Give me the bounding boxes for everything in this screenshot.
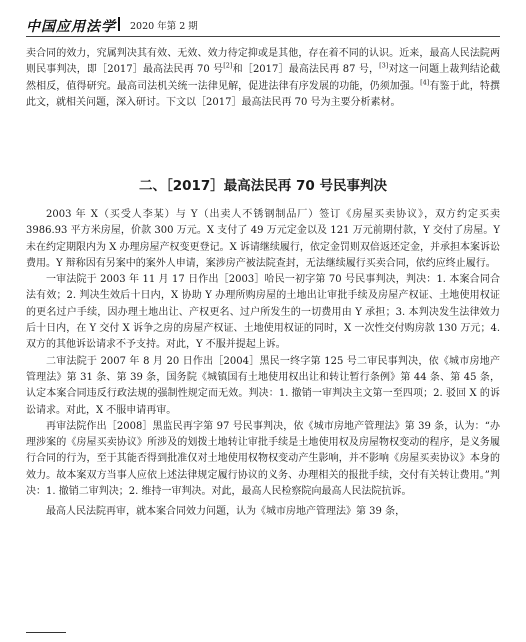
paragraph-first-instance: 一审法院于 2003 年 11 月 17 日作出［2003］哈民一初字第 70 号民事判决，判决：1. 本案合同合法有效；2. 判决生效后十日内，X 协助 Y 办理所购房屋的土地出让审批手续及房屋产权证、土地使用权证的更名过户手续，因办理土地出让、产权更名、过户所发生的一切费用由 Y 承担；3. 本判决发生法律效力后十日内，在 Y 交付 X 诉争之房的房屋产权证、土地使用权证的同时，X 一次性交付购房款 130 万元；4. 双方的其他诉讼请求不予支持。对此，Y 不服并提起上诉。	[26, 274, 500, 351]
intro-text: 近来，最高人民法院两则民事判决，即［2017］最高法民再 70 号	[26, 48, 501, 76]
paragraph-second-instance: 二审法院于 2007 年 8 月 20 日作出［2004］黑民一终字第 125 号二审民事判决，依《城市房地产管理法》第 31 条、第 39 条，国务院《城镇国有土地使用权出让和转让暂行条例》第 44 条、第 45 条，认定本案合同违反行政法规的强制性规定而无效。判决：1. 撤销一审判决主文第一至四项；2. 驳回 X 的诉讼请求。对此，X 不服申请再审。	[26, 355, 500, 416]
paragraph-facts: 2003 年 X（买受人李某）与 Y（出卖人不锈钢制品厂）签订《房屋买卖协议》，双方约定买卖 3986.93 平方米房屋，价款 300 万元。X 支付了 49 万元定金以及 121 万元前期付款，Y 交付了房屋。Y 未在约定期限内为 X 办理房屋产权变更登记。X 诉请继续履行，依定金罚则双倍返还定金，并承担本案诉讼费用。Y 辩称因有另案中的案外人申请，案涉房产被法院查封，无法继续履行买卖合同，依约应终止履行。	[26, 209, 500, 269]
section-body	[26, 207, 500, 521]
footnote-marker: [4]	[420, 78, 430, 87]
footnote-rule	[26, 632, 66, 633]
issue-label: 2020 年第 2 期	[130, 21, 198, 32]
intro-text: 对这一问题上裁判结论截然相反，值得研究。最高司法机关统一法律见解，促进法律有序发展的功能，仍须加强。	[26, 64, 501, 92]
paragraph-supreme-court: 最高人民法院再审，就本案合同效力问题，认为《城市房地产管理法》第 39 条，	[46, 506, 406, 518]
journal-logo: 中国应用法学	[26, 19, 116, 35]
section-heading: 二、［2017］最高法民再 70 号民事判决	[138, 178, 387, 194]
intro-block	[26, 46, 500, 111]
intro-text: 卖合同的效力，究属判决其有效、无效、效力待定抑或是其他，存在着不同的认识。	[26, 48, 400, 59]
intro-text: 有鉴于此，特撰此文，就相关问题，深入研讨。下文以［2017］最高法民再 70 号为主要分析素材。	[26, 80, 501, 108]
header-rule	[26, 36, 500, 37]
paragraph-retrial: 再审法院作出［2008］黑监民再字第 97 号民事判决，依《城市房地产管理法》第 39 条，认为：“办理涉案的《房屋买卖协议》所涉及的划拨土地转让审批手续是土地使用权及房屋物权变动的程序，是义务履行合同的行为，至于其能否得到批准仅对土地使用权物权变动产生影响，并不影响《房屋买卖协议》本身的效力。故本案双方当事人应依上述法律规定履行协议的义务、办理相关的报批手续，交付有关转让费用。”判决：1. 撤销二审判决；2. 维持一审判决。对此，最高人民检察院向最高人民法院抗诉。	[26, 420, 500, 498]
intro-text: 和［2017］最高法民再 87 号，	[232, 64, 380, 76]
footnote-marker: [3]	[379, 61, 389, 70]
footnote-marker: [2]	[223, 61, 233, 70]
intro-paragraph	[26, 46, 500, 111]
header-divider	[118, 17, 120, 31]
